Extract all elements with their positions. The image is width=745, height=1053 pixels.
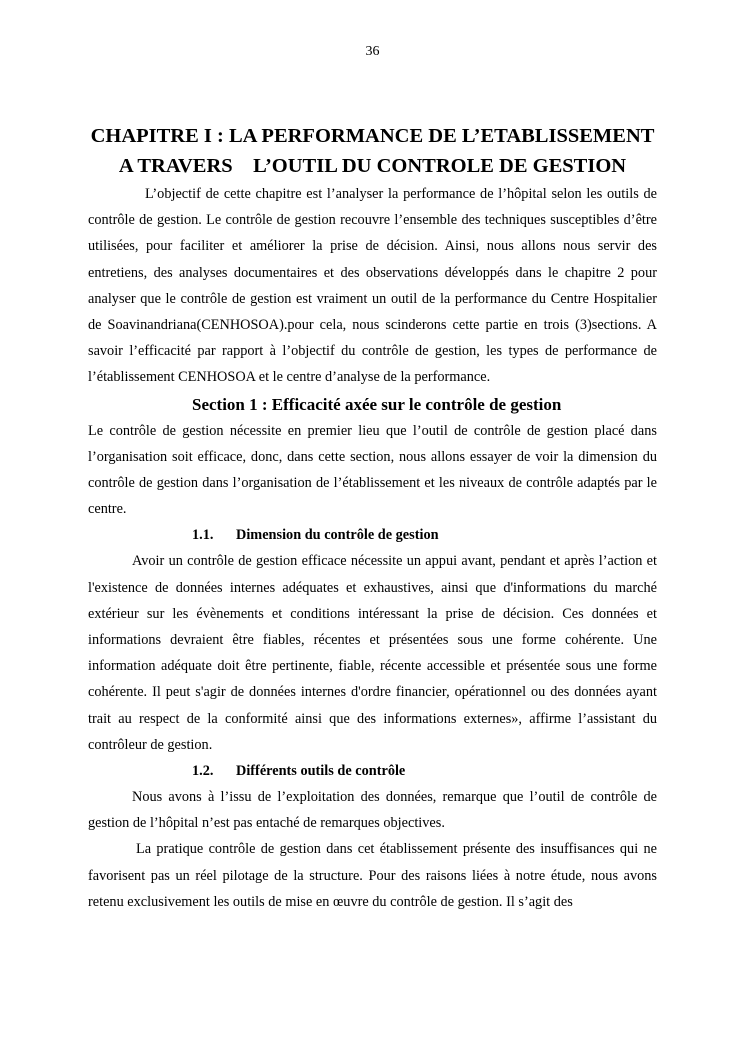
subsection-1-1-label: Dimension du contrôle de gestion: [236, 527, 439, 544]
subsection-1-1-text: Avoir un contrôle de gestion efficace nécessite un appui avant, pendant et après l’action et l'existence de données internes adéquates et exhaustives, ainsi que d'informations du marché extérieur sur les évènements et conditions intéressant la prise de décision. Ces données et informations devraient être fiables, récentes et présentées sous une forme cohérente. Une information adéquate doit être pertinente, fiable, récente accessible et présentée sous une forme cohérente. Il peut s'agir de données internes d'ordre financier, opérationnel ou des données ayant trait au respect de la conformité ainsi que des informations externes», affirme l’assistant du contrôleur de gestion.: [88, 553, 657, 753]
subsection-1-2-text-1: Nous avons à l’issu de l’exploitation des données, remarque que l’outil de contrôle de gestion de l’hôpital n’est pas entaché de remarques objectives.: [88, 789, 657, 832]
subsection-1-1-number: 1.1.: [192, 527, 214, 544]
chapter-title-line2: A TRAVERS L’OUTIL DU CONTROLE DE GESTION: [118, 155, 627, 177]
chapter-title: [88, 121, 657, 181]
subsection-1-2-number: 1.2.: [192, 763, 214, 780]
subsection-1-2-label: Différents outils de contrôle: [236, 763, 406, 780]
intro-paragraph: L’objectif de cette chapitre est l’analyser la performance de l’hôpital selon les outils de contrôle de gestion. Le contrôle de gestion recouvre l’ensemble des techniques susceptibles d’être utilisées, pour faciliter et améliorer la prise de décision. Ainsi, nous allons nous servir des entretiens, des analyses documentaires et des observations développés dans le chapitre 2 pour analyser que le contrôle de gestion est vraiment un outil de la performance du Centre Hospitalier de Soavinandriana(CENHOSOA).pour cela, nous scinderons cette partie en trois (3)sections. A savoir l’efficacité par rapport à l’objectif du contrôle de gestion, les types de performance de l’établissement CENHOSOA et le centre d’analyse de la performance.: [88, 186, 657, 386]
subsection-1-2-title: [192, 758, 657, 784]
subsection-1-2-text-2: La pratique contrôle de gestion dans cet établissement présente des insuffisances qui ne favorisent pas un réel pilotage de la structure. Pour des raisons liées à notre étude, nous avons retenu exclusivement les outils de mise en œuvre du contrôle de gestion. Il s’agit des: [88, 841, 657, 910]
chapter-title-line1: CHAPITRE I : LA PERFORMANCE DE L’ETABLISSEMENT: [90, 125, 655, 147]
subsection-1-1-title: [192, 522, 657, 548]
section-1-intro: Le contrôle de gestion nécessite en premier lieu que l’outil de contrôle de gestion placé dans l’organisation soit efficace, donc, dans cette section, nous allons essayer de voir la dimension du contrôle de gestion dans l’organisation de l’établissement et les niveaux de contrôle adaptés par le centre.: [88, 422, 657, 518]
page-content: [88, 121, 657, 915]
section-1-title: Section 1 : Efficacité axée sur le contrôle de gestion: [192, 394, 562, 414]
page-number: 36: [365, 44, 380, 59]
